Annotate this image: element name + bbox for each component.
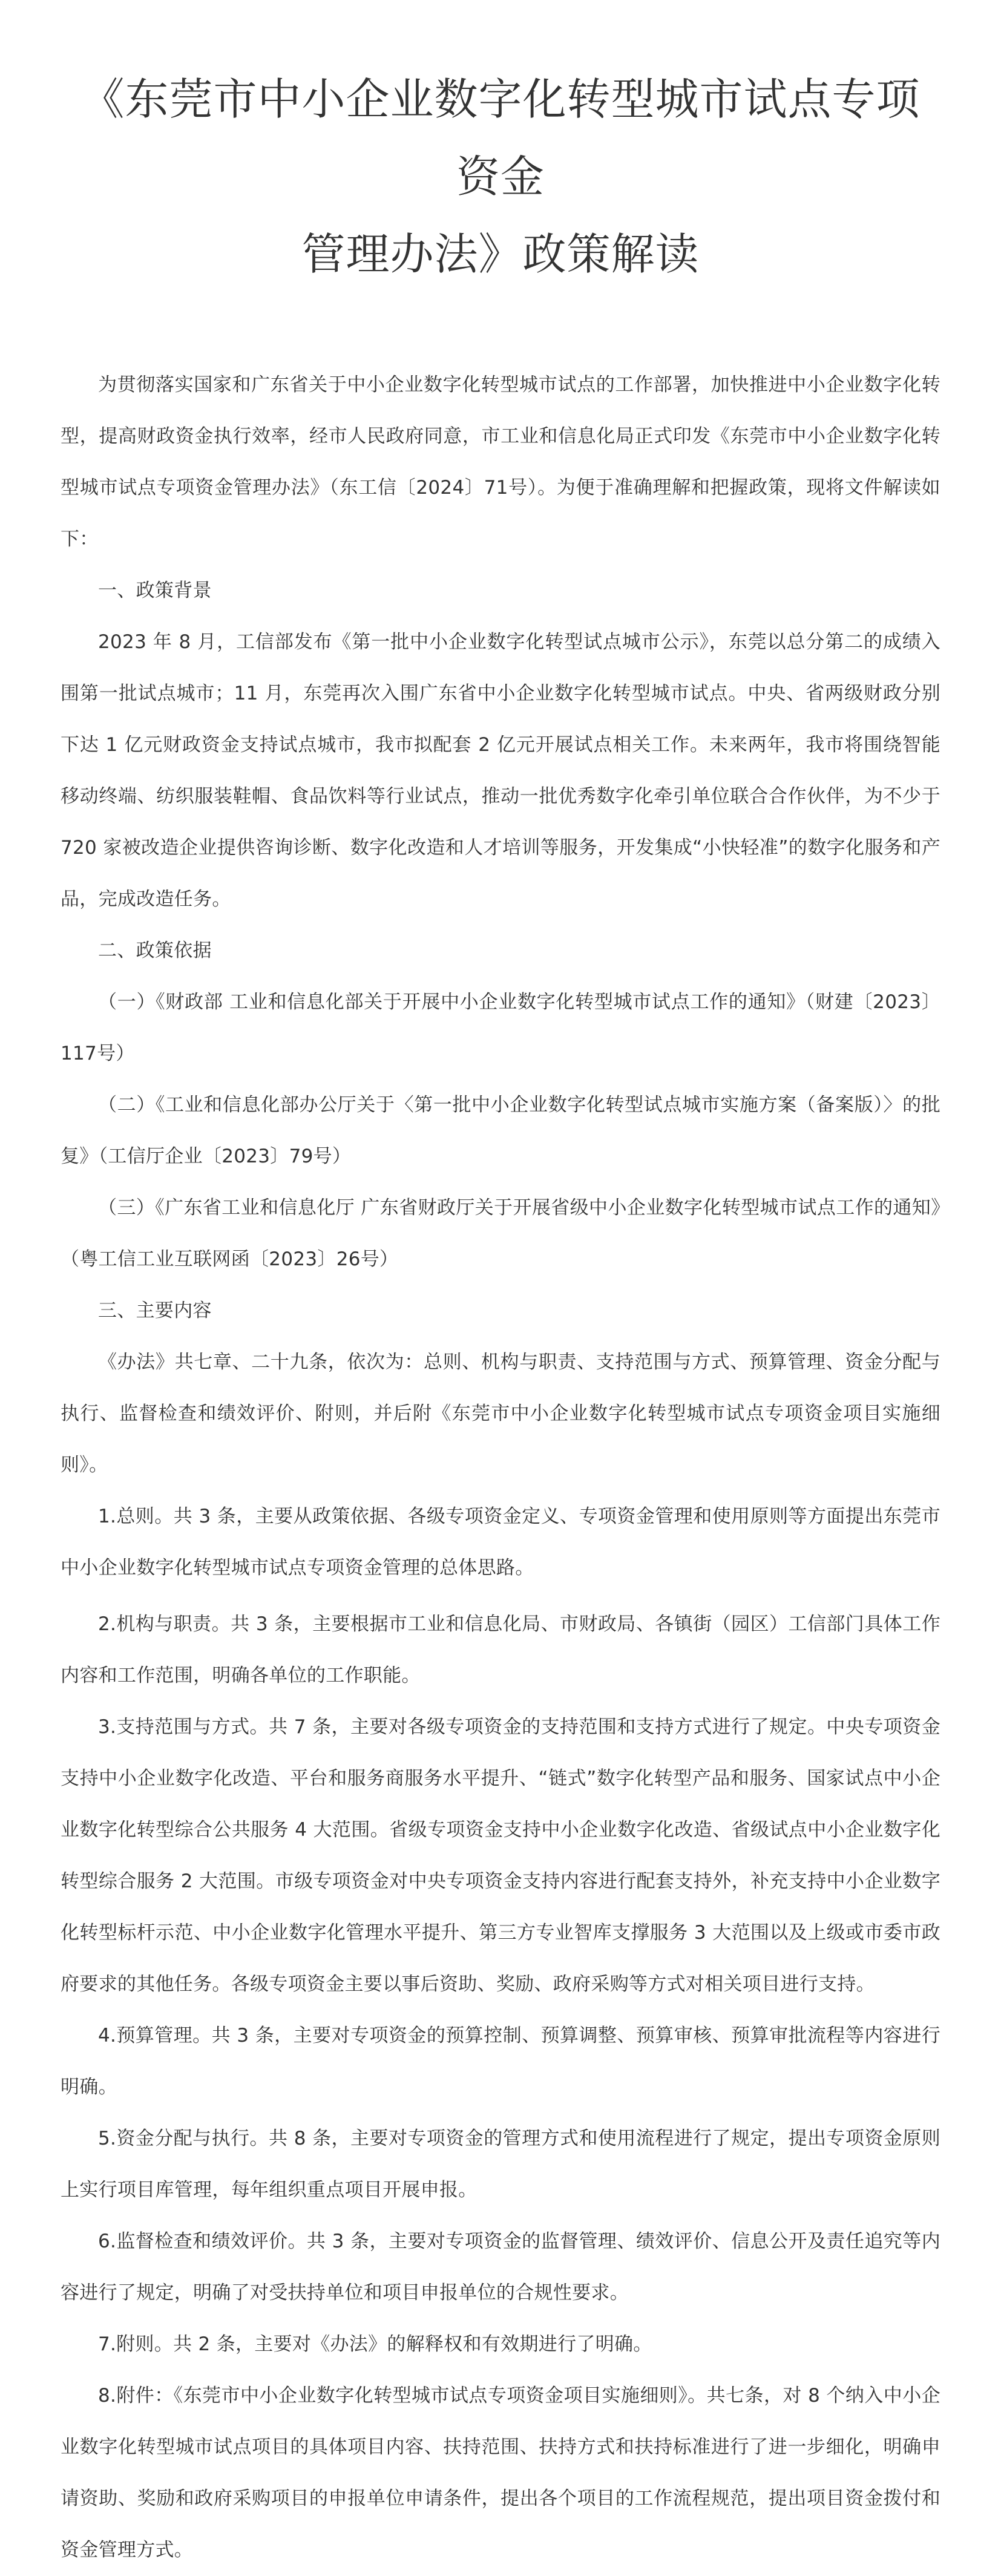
basis-item-1: （一）《财政部 工业和信息化部关于开展中小企业数字化转型城市试点工作的通知》（财建〔2023〕117号） xyxy=(61,991,940,1064)
background-paragraph: 2023 年 8 月，工信部发布《第一批中小企业数字化转型试点城市公示》，东莞以总分第二的成绩入围第一批试点城市；11 月，东莞再次入围广东省中小企业数字化转型城市试点。中央、省两级财政分别下达 1 亿元财政资金支持试点城市，我市拟配套 2 亿元开展试点相关工作。未来两年，我市将围绕智能移动终端、纺织服装鞋帽、食品饮料等行业试点，推动一批优秀数字化牵引单位联合合作伙伴，为不少于 720 家被改造企业提供咨询诊断、数字化改造和人才培训等服务，开发集成“小快轻准”的数字化服务和产品，完成改造任务。 xyxy=(61,631,940,910)
basis-item-3: （三）《广东省工业和信息化厅 广东省财政厅关于开展省级中小企业数字化转型城市试点工作的通知》（粤工信工业互联网函〔2023〕26号） xyxy=(61,1197,940,1270)
intro-paragraph: 为贯彻落实国家和广东省关于中小企业数字化转型城市试点的工作部署，加快推进中小企业数字化转型，提高财政资金执行效率，经市人民政府同意，市工业和信息化局正式印发《东莞市中小企业数字化转型城市试点专项资金管理办法》（东工信〔2024〕71号）。为便于准确理解和把握政策，现将文件解读如下： xyxy=(61,374,940,550)
content-item-8: 8.附件：《东莞市中小企业数字化转型城市试点专项资金项目实施细则》。共七条，对 8 个纳入中小企业数字化转型城市试点项目的具体项目内容、扶持范围、扶持方式和扶持标准进行了进一步细化，明确申请资助、奖励和政府采购项目的申报单位申请条件，提出各个项目的工作流程规范，提出项目资金拨付和资金管理方式。 xyxy=(61,2385,940,2561)
content-item-2: 2.机构与职责。共 3 条，主要根据市工业和信息化局、市财政局、各镇街（园区）工信部门具体工作内容和工作范围，明确各单位的工作职能。 xyxy=(61,1613,940,1686)
content-item-3: 3.支持范围与方式。共 7 条，主要对各级专项资金的支持范围和支持方式进行了规定。中央专项资金支持中小企业数字化改造、平台和服务商服务水平提升、“链式”数字化转型产品和服务、国家试点中小企业数字化转型综合公共服务 4 大范围。省级专项资金支持中小企业数字化改造、省级试点中小企业数字化转型综合服务 2 大范围。市级专项资金对中央专项资金支持内容进行配套支持外，补充支持中小企业数字化转型标杆示范、中小企业数字化管理水平提升、第三方专业智库支撑服务 3 大范围以及上级或市委市政府要求的其他任务。各级专项资金主要以事后资助、奖励、政府采购等方式对相关项目进行支持。 xyxy=(61,1716,940,1995)
content-overview: 《办法》共七章、二十九条，依次为：总则、机构与职责、支持范围与方式、预算管理、资金分配与执行、监督检查和绩效评价、附则，并后附《东莞市中小企业数字化转型城市试点专项资金项目实施细则》。 xyxy=(61,1351,940,1476)
page-title xyxy=(61,61,940,293)
document-page xyxy=(61,0,940,2576)
section-heading-content: 三、主要内容 xyxy=(98,1300,212,1322)
content-item-7: 7.附则。共 2 条，主要对《办法》的解释权和有效期进行了明确。 xyxy=(98,2333,652,2355)
content-item-4: 4.预算管理。共 3 条，主要对专项资金的预算控制、预算调整、预算审核、预算审批流程等内容进行明确。 xyxy=(61,2025,940,2098)
title-line-1: 《东莞市中小企业数字化转型城市试点专项资金 xyxy=(80,74,921,202)
document-body xyxy=(61,359,940,2576)
section-heading-basis: 二、政策依据 xyxy=(98,940,212,962)
basis-item-2: （二）《工业和信息化部办公厅关于〈第一批中小企业数字化转型试点城市实施方案（备案版）〉的批复》（工信厅企业〔2023〕79号） xyxy=(61,1094,940,1167)
content-item-6: 6.监督检查和绩效评价。共 3 条，主要对专项资金的监督管理、绩效评价、信息公开及责任追究等内容进行了规定，明确了对受扶持单位和项目申报单位的合规性要求。 xyxy=(61,2230,940,2304)
content-item-1: 1.总则。共 3 条，主要从政策依据、各级专项资金定义、专项资金管理和使用原则等方面提出东莞市中小企业数字化转型城市试点专项资金管理的总体思路。 xyxy=(61,1506,940,1579)
title-line-2: 管理办法》政策解读 xyxy=(301,229,700,280)
content-item-5: 5.资金分配与执行。共 8 条，主要对专项资金的管理方式和使用流程进行了规定，提出专项资金原则上实行项目库管理，每年组织重点项目开展申报。 xyxy=(61,2128,940,2201)
section-heading-background: 一、政策背景 xyxy=(98,580,212,601)
